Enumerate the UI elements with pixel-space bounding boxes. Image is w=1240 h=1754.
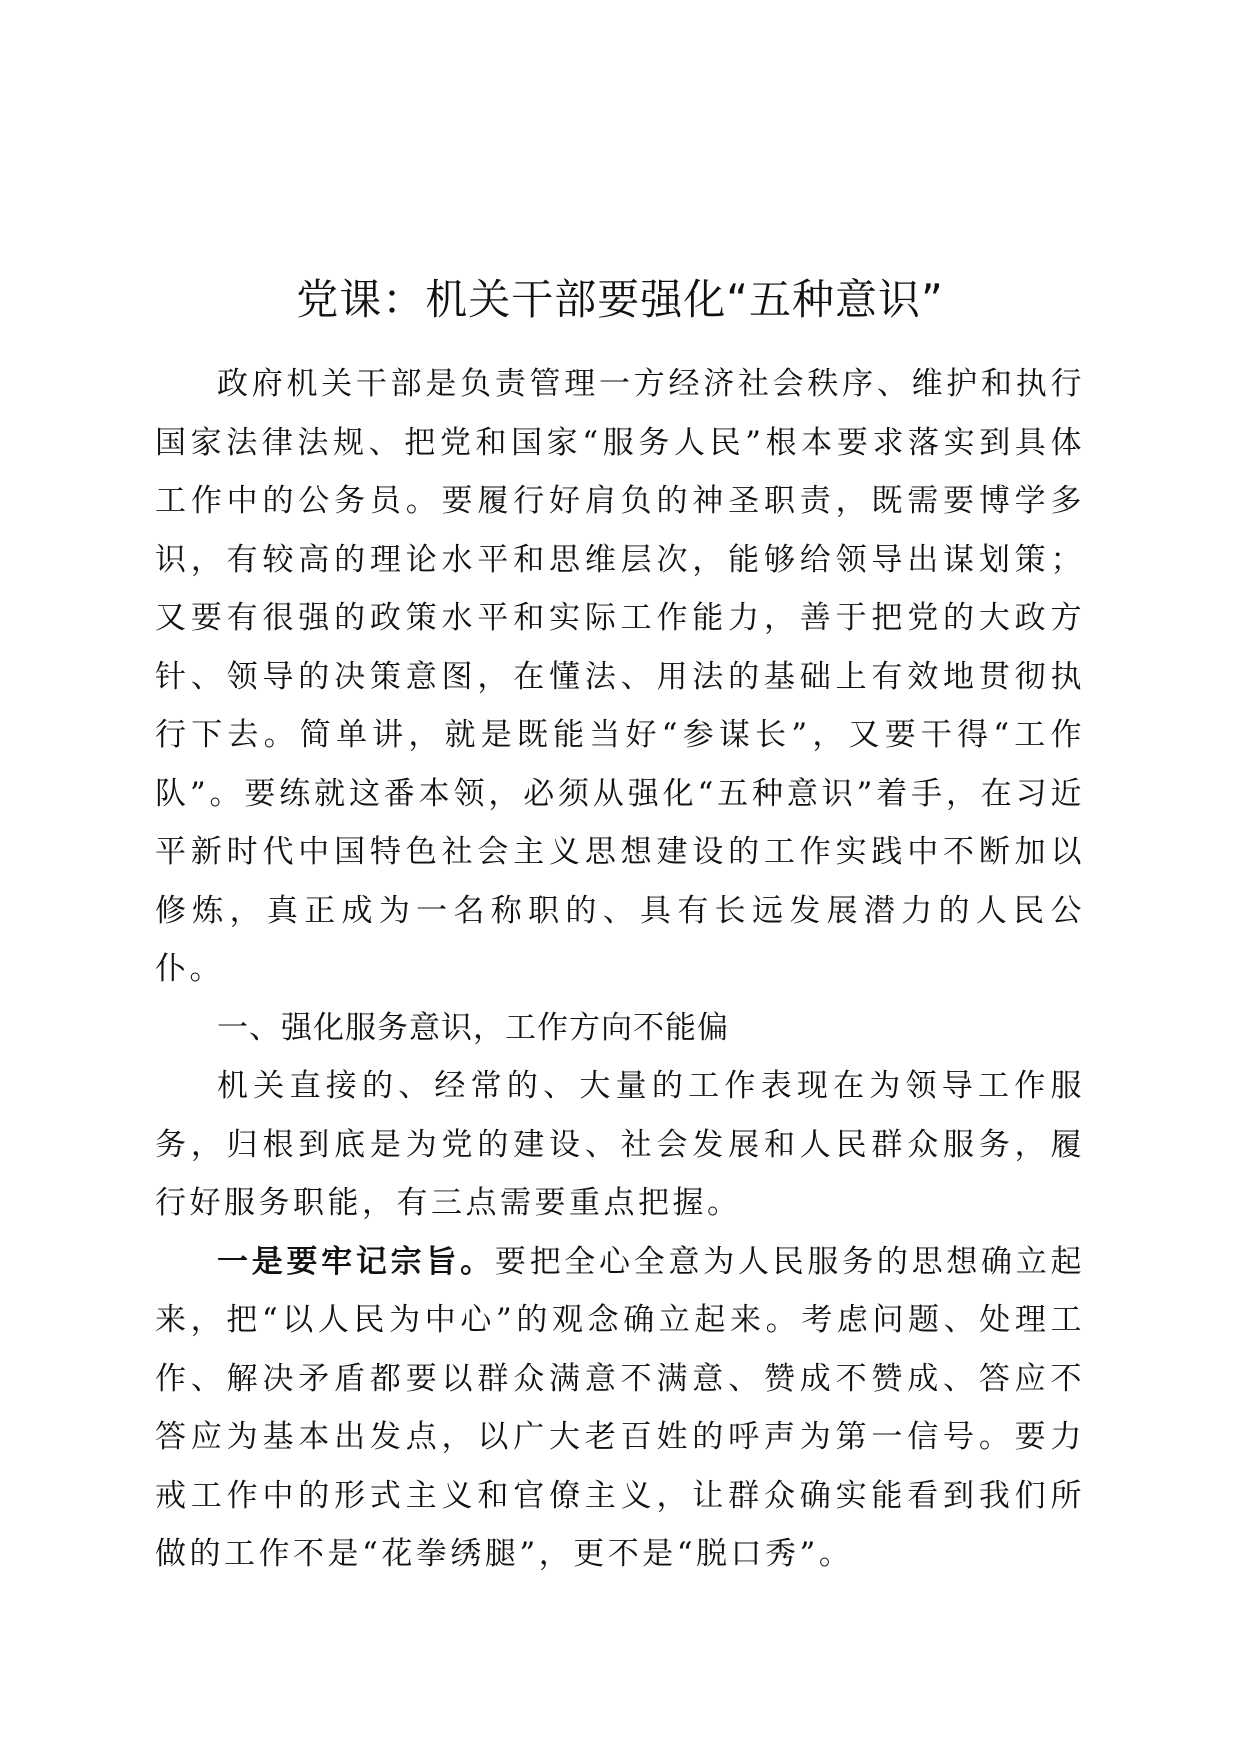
section-1-heading: 一、强化服务意识，工作方向不能偏 <box>217 1009 729 1046</box>
point-1-text: 要把全心全意为人民服务的思想确立起来，把“以人民为中心”的观念确立起来。考虑问题、处理工作、解决矛盾都要以群众满意不满意、赞成不赞成、答应不答应为基本出发点，以广大老百姓的呼声为第一信号。要力戒工作中的形式主义和官僚主义，让群众确实能看到我们所做的工作不是“花拳绣腿”，更不是“脱口秀”。 <box>155 1243 1086 1572</box>
point-1-lead: 一是要牢记宗旨。 <box>217 1243 495 1280</box>
point-1-paragraph <box>155 1233 1085 1584</box>
document-title: 党课：机关干部要强化“五种意识” <box>296 275 944 324</box>
document-body <box>155 355 1085 1584</box>
section-1-paragraph: 机关直接的、经常的、大量的工作表现在为领导工作服务，归根到底是为党的建设、社会发展和人民群众服务，履行好服务职能，有三点需要重点把握。 <box>155 1068 1085 1221</box>
intro-paragraph: 政府机关干部是负责管理一方经济社会秩序、维护和执行国家法律法规、把党和国家“服务人民”根本要求落实到具体工作中的公务员。要履行好肩负的神圣职责，既需要博学多识，有较高的理论水平和思维层次，能够给领导出谋划策；又要有很强的政策水平和实际工作能力，善于把党的大政方针、领导的决策意图，在懂法、用法的基础上有效地贯彻执行下去。简单讲，就是既能当好“参谋长”，又要干得“工作队”。要练就这番本领，必须从强化“五种意识”着手，在习近平新时代中国特色社会主义思想建设的工作实践中不断加以修炼，真正成为一名称职的、具有长远发展潜力的人民公仆。 <box>155 366 1085 987</box>
